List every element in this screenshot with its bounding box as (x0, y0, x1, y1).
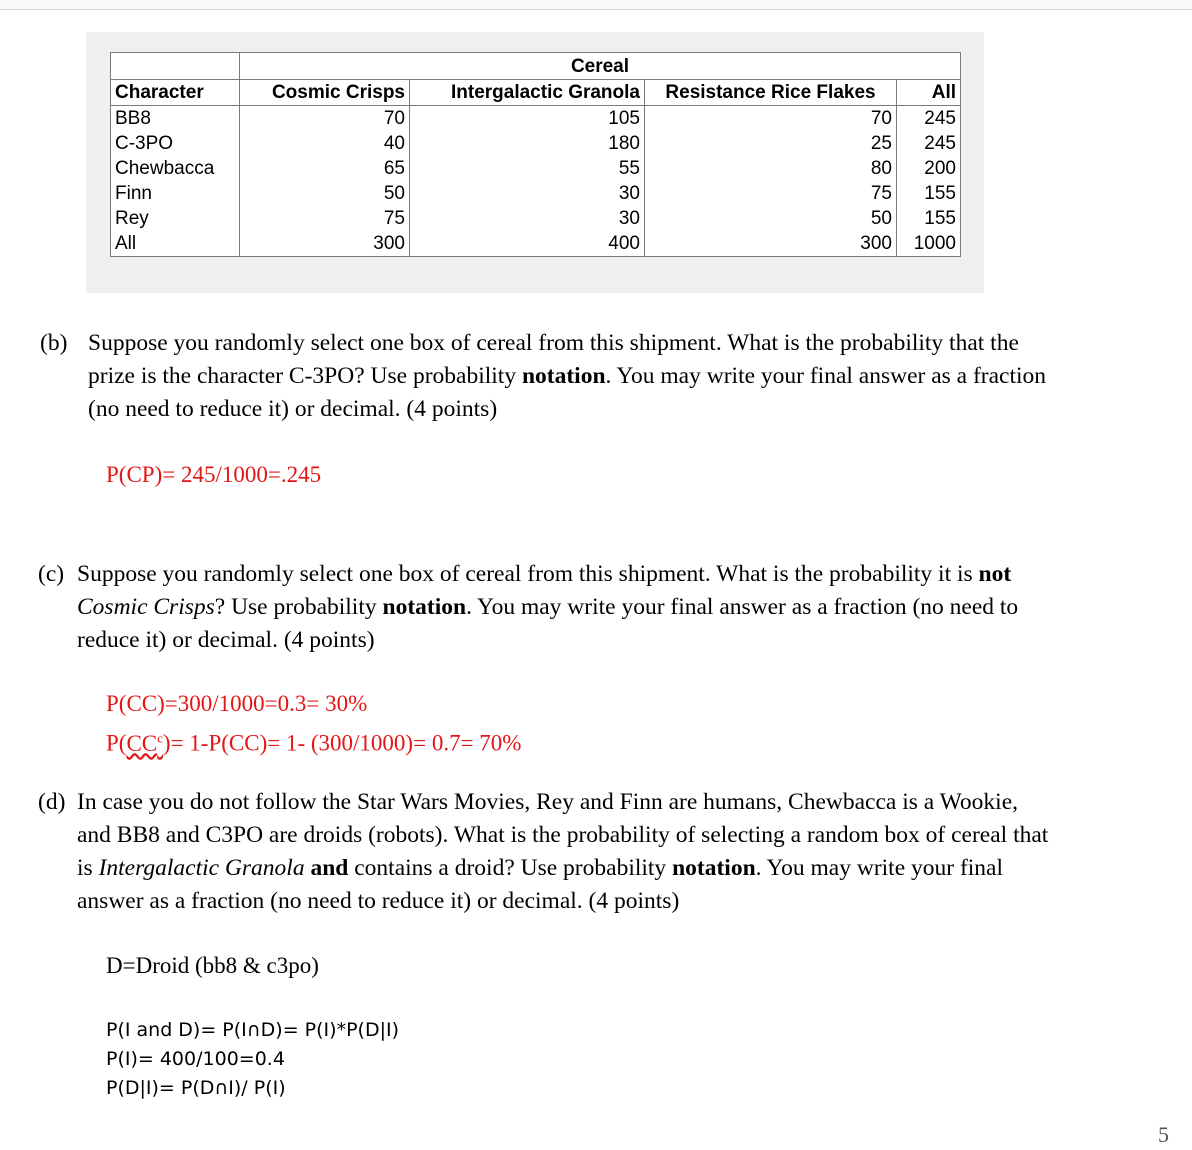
table-cell: 50 (645, 206, 897, 231)
column-header: Intergalactic Granola (410, 80, 645, 106)
question-line: reduce it) or decimal. (4 points) (77, 627, 375, 653)
question-line (77, 852, 1188, 885)
question-d (38, 786, 1188, 918)
bold-text: notation (521, 363, 606, 389)
question-text (88, 327, 1180, 426)
table-cell: 65 (240, 156, 410, 181)
question-line (77, 558, 1188, 591)
question-line: Suppose you randomly select one box of cereal from this shipment. What is the probability that the (88, 330, 1019, 356)
table-row (111, 106, 961, 132)
row-label: Rey (111, 206, 240, 231)
italic-text: Intergalactic Granola (98, 855, 305, 881)
answer-d-definition: D=Droid (bb8 & c3po) (106, 953, 319, 978)
table-cell: 70 (240, 106, 410, 132)
text-run: . You may write your final (755, 855, 1004, 881)
top-border (0, 0, 1192, 10)
text-run: is (77, 855, 99, 881)
question-text (77, 558, 1188, 657)
row-label: All (111, 231, 240, 257)
question-label: (d) (38, 789, 66, 815)
row-label: Chewbacca (111, 156, 240, 181)
cereal-group-header: Cereal (240, 53, 961, 80)
table-cell: 105 (410, 106, 645, 132)
table-cell: 245 (897, 131, 961, 156)
table-cell: 50 (240, 181, 410, 206)
question-text (77, 786, 1188, 918)
bold-text: and (310, 855, 349, 881)
page-number: 5 (1158, 1122, 1169, 1147)
table-cell: 180 (410, 131, 645, 156)
answer-b: P(CP)= 245/1000=.245 (106, 462, 322, 487)
table-header-row (111, 80, 961, 106)
row-label: C-3PO (111, 131, 240, 156)
answer-d-calculation (106, 1016, 399, 1103)
table-cell: 400 (410, 231, 645, 257)
question-line: and BB8 and C3PO are droids (robots). What is the probability of selecting a random box of cereal that (77, 822, 1049, 848)
table-cell: 55 (410, 156, 645, 181)
row-label: Finn (111, 181, 240, 206)
text-run: . You may write your final answer as a fraction (605, 363, 1047, 389)
table-corner-cell (111, 53, 240, 80)
complement-term (126, 731, 162, 756)
table-cell: 300 (645, 231, 897, 257)
text-run: )= 1-P(CC)= 1- (300/1000)= 0.7= 70% (162, 730, 522, 756)
question-label: (c) (38, 561, 65, 587)
question-line: answer as a fraction (no need to reduce it) or decimal. (4 points) (77, 888, 680, 914)
table-row (111, 131, 961, 156)
table-cell: 25 (645, 131, 897, 156)
text-run: P( (106, 730, 127, 756)
table-cell: 30 (410, 181, 645, 206)
contingency-table (110, 52, 961, 257)
question-line (88, 360, 1180, 393)
text-run: . You may write your final answer as a fraction (no need to (466, 594, 1019, 620)
calc-line: P(I)= 400/100=0.4 (106, 1048, 285, 1070)
table-cell: 245 (897, 106, 961, 132)
table-row (111, 206, 961, 231)
table-cell: 70 (645, 106, 897, 132)
question-b (40, 327, 1180, 426)
table-total-row (111, 231, 961, 257)
bold-text: notation (672, 855, 756, 881)
italic-text: Cosmic Crisps (77, 594, 215, 620)
table-cell: 300 (240, 231, 410, 257)
text-run: prize is the character C-3PO? Use probability (88, 363, 522, 389)
table-cell: 30 (410, 206, 645, 231)
answer-c-line2 (106, 722, 521, 760)
table-row (111, 181, 961, 206)
bold-text: notation (382, 594, 467, 620)
answer-c-line1: P(CC)=300/1000=0.3= 30% (106, 691, 368, 716)
column-header: Cosmic Crisps (240, 80, 410, 106)
table-cell: 155 (897, 206, 961, 231)
question-label: (b) (40, 330, 68, 356)
text-run: CC (126, 730, 158, 756)
table-row (111, 156, 961, 181)
table-cell: 80 (645, 156, 897, 181)
table-cell: 155 (897, 181, 961, 206)
text-run: ? Use probability (214, 594, 383, 620)
table-group-row (111, 53, 961, 80)
calc-line: P(I and D)= P(I∩D)= P(I)*P(D|I) (106, 1019, 399, 1041)
text-run: contains a droid? Use probability (348, 855, 673, 881)
question-line: (no need to reduce it) or decimal. (4 points) (88, 396, 498, 422)
bold-text: not (978, 561, 1012, 587)
table-cell: 200 (897, 156, 961, 181)
table-cell: 75 (240, 206, 410, 231)
row-label: BB8 (111, 106, 240, 132)
calc-line: P(D|I)= P(D∩I)/ P(I) (106, 1077, 286, 1099)
question-c (38, 558, 1188, 657)
column-header: All (897, 80, 961, 106)
table-cell: 75 (645, 181, 897, 206)
column-header: Resistance Rice Flakes (645, 80, 897, 106)
question-line: In case you do not follow the Star Wars Movies, Rey and Finn are humans, Chewbacca is a Wookie, (77, 789, 1019, 815)
question-line (77, 591, 1188, 624)
superscript: c (157, 730, 163, 745)
column-header: Character (111, 80, 240, 106)
text-run: Suppose you randomly select one box of cereal from this shipment. What is the probability it is (77, 561, 979, 587)
table-cell: 1000 (897, 231, 961, 257)
table-cell: 40 (240, 131, 410, 156)
